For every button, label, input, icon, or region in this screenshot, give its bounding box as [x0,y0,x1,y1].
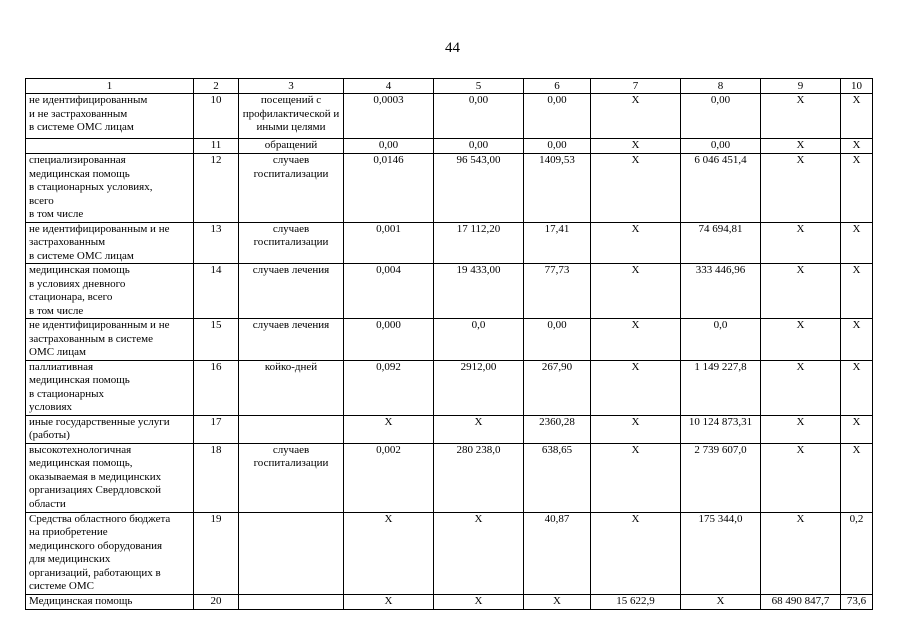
value-cell: 0,00 [681,139,761,154]
column-header: 2 [194,79,239,94]
column-header: 10 [841,79,873,94]
value-cell: X [761,512,841,594]
value-cell: 0,0 [681,319,761,361]
unit-cell: случаев госпитализации [239,443,344,512]
value-cell: X [841,415,873,443]
row-name-cell: Медицинская помощь [26,594,194,609]
value-cell: 6 046 451,4 [681,154,761,223]
value-cell: X [344,512,434,594]
value-cell: 17 112,20 [434,222,524,264]
line-number-cell: 16 [194,360,239,415]
value-cell: 0,092 [344,360,434,415]
value-cell: 0,00 [344,139,434,154]
table-row [26,415,873,443]
column-header: 5 [434,79,524,94]
unit-cell: койко-дней [239,360,344,415]
value-cell: 0,004 [344,264,434,319]
unit-cell: обращений [239,139,344,154]
value-cell: X [841,94,873,139]
column-header: 7 [591,79,681,94]
value-cell: 19 433,00 [434,264,524,319]
table-row [26,264,873,319]
table-row [26,319,873,361]
value-cell: X [841,154,873,223]
value-cell: X [681,594,761,609]
value-cell: 0,2 [841,512,873,594]
value-cell: 0,00 [434,94,524,139]
value-cell: X [591,443,681,512]
table-row [26,594,873,609]
value-cell: X [591,415,681,443]
column-header: 1 [26,79,194,94]
row-name-cell: высокотехнологичная медицинская помощь, оказываемая в медицинских организациях Свердловской области [26,443,194,512]
value-cell: X [761,139,841,154]
value-cell: X [591,222,681,264]
value-cell: X [591,139,681,154]
value-cell: 10 124 873,31 [681,415,761,443]
line-number-cell: 20 [194,594,239,609]
value-cell: 1 149 227,8 [681,360,761,415]
unit-cell [239,512,344,594]
row-name-cell: медицинская помощь в условиях дневного стационара, всего в том числе [26,264,194,319]
column-header: 3 [239,79,344,94]
row-name-cell: паллиативная медицинская помощь в стационарных условиях [26,360,194,415]
value-cell: X [761,443,841,512]
row-name-cell: специализированная медицинская помощь в стационарных условиях, всего в том числе [26,154,194,223]
value-cell: 267,90 [524,360,591,415]
table-row [26,360,873,415]
value-cell: 0,0146 [344,154,434,223]
line-number-cell: 19 [194,512,239,594]
value-cell: X [761,94,841,139]
value-cell: X [841,222,873,264]
value-cell: 0,00 [524,319,591,361]
value-cell: 73,6 [841,594,873,609]
table-row [26,154,873,223]
value-cell: 96 543,00 [434,154,524,223]
data-table [25,78,873,610]
value-cell: X [761,415,841,443]
page-number: 44 [445,40,460,56]
value-cell: 2360,28 [524,415,591,443]
value-cell: X [761,360,841,415]
value-cell: 15 622,9 [591,594,681,609]
value-cell: 2912,00 [434,360,524,415]
line-number-cell: 17 [194,415,239,443]
value-cell: X [434,415,524,443]
unit-cell: посещений с профилактической и иными целями [239,94,344,139]
value-cell: X [841,319,873,361]
value-cell: 638,65 [524,443,591,512]
row-name-cell: не идентифицированным и не застрахованным в системе ОМС лицам [26,94,194,139]
value-cell: X [344,594,434,609]
value-cell: 77,73 [524,264,591,319]
table-row [26,512,873,594]
table-row [26,222,873,264]
value-cell: 0,00 [434,139,524,154]
value-cell: 280 238,0 [434,443,524,512]
unit-cell: случаев лечения [239,264,344,319]
row-name-cell: не идентифицированным и не застрахованным в системе ОМС лицам [26,319,194,361]
table-row [26,94,873,139]
value-cell: 0,000 [344,319,434,361]
value-cell: 333 446,96 [681,264,761,319]
value-cell: 175 344,0 [681,512,761,594]
value-cell: 0,00 [524,139,591,154]
value-cell: X [761,222,841,264]
row-name-cell: не идентифицированным и не застрахованным в системе ОМС лицам [26,222,194,264]
column-header: 4 [344,79,434,94]
line-number-cell: 10 [194,94,239,139]
unit-cell: случаев лечения [239,319,344,361]
value-cell: 0,001 [344,222,434,264]
value-cell: X [591,154,681,223]
value-cell: 0,002 [344,443,434,512]
table-row [26,443,873,512]
table-row [26,139,873,154]
row-name-cell: Средства областного бюджета на приобретение медицинского оборудования для медицинских организаций, работающих в системе ОМС [26,512,194,594]
value-cell: 40,87 [524,512,591,594]
value-cell: 0,0003 [344,94,434,139]
table-header-row [26,79,873,94]
value-cell: X [841,264,873,319]
line-number-cell: 15 [194,319,239,361]
value-cell: X [761,319,841,361]
value-cell: 17,41 [524,222,591,264]
line-number-cell: 14 [194,264,239,319]
value-cell: X [344,415,434,443]
value-cell: X [761,154,841,223]
value-cell: 0,0 [434,319,524,361]
row-name-cell [26,139,194,154]
line-number-cell: 12 [194,154,239,223]
line-number-cell: 13 [194,222,239,264]
value-cell: X [591,94,681,139]
value-cell: 0,00 [524,94,591,139]
value-cell: X [841,139,873,154]
value-cell: X [591,319,681,361]
unit-cell [239,594,344,609]
value-cell: X [841,443,873,512]
value-cell: X [434,594,524,609]
value-cell: X [761,264,841,319]
value-cell: X [434,512,524,594]
value-cell: X [524,594,591,609]
value-cell: 74 694,81 [681,222,761,264]
value-cell: X [841,360,873,415]
value-cell: X [591,512,681,594]
unit-cell [239,415,344,443]
unit-cell: случаев госпитализации [239,154,344,223]
value-cell: X [591,264,681,319]
row-name-cell: иные государственные услуги (работы) [26,415,194,443]
line-number-cell: 18 [194,443,239,512]
value-cell: 2 739 607,0 [681,443,761,512]
column-header: 6 [524,79,591,94]
value-cell: X [591,360,681,415]
value-cell: 68 490 847,7 [761,594,841,609]
value-cell: 0,00 [681,94,761,139]
column-header: 8 [681,79,761,94]
line-number-cell: 11 [194,139,239,154]
value-cell: 1409,53 [524,154,591,223]
unit-cell: случаев госпитализации [239,222,344,264]
column-header: 9 [761,79,841,94]
